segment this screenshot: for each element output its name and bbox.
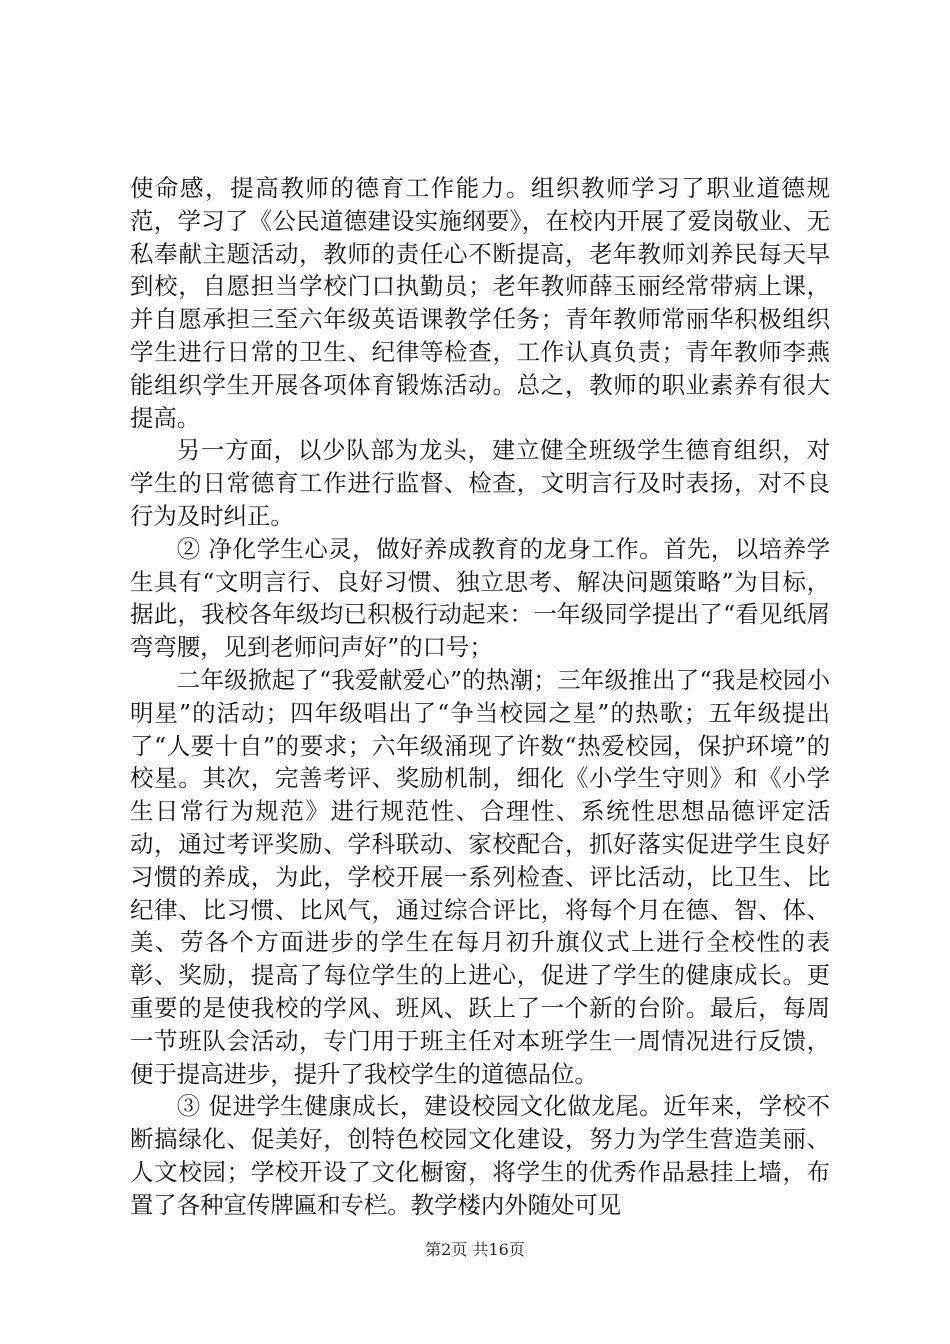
paragraph-2: 另一方面，以少队部为龙头，建立健全班级学生德育组织，对学生的日常德育工作进行监督、检查，文明言行及时表扬，对不良行为及时纠正。 [130,436,830,530]
paragraph-5: ③ 促进学生健康成长，建设校园文化做龙尾。近年来，学校不断搞绿化、促美好，创特色校园文化建设，努力为学生营造美丽、人文校园；学校开设了文化橱窗，将学生的优秀作品悬挂上墙，布置了各种宣传牌匾和专栏。教学楼内外随处可见 [130,1092,830,1219]
document-body [130,172,830,1222]
page-footer: 第2页 共16页 [425,1240,525,1259]
paragraph-3: ② 净化学生心灵，做好养成教育的龙身工作。首先，以培养学生具有“文明言行、良好习惯、独立思考、解决问题策略”为目标，据此，我校各年级均已积极行动起来：一年级同学提出了“看见纸屑弯弯腰，见到老师问声好”的口号； [130,534,830,662]
paragraph-4: 二年级掀起了“我爱献爱心”的热潮；三年级推出了“我是校园小明星”的活动；四年级唱出了“争当校园之星”的热歌；五年级提出了“人要十自”的要求；六年级涌现了许数“热爱校园，保护环境”的校星。其次，完善考评、奖励机制，细化《小学生守则》和《小学生日常行为规范》进行规范性、合理性、系统性思想品德评定活动，通过考评奖励、学科联动、家校配合，抓好落实促进学生良好习惯的养成，为此，学校开展一系列检查、评比活动，比卫生、比纪律、比习惯、比风气，通过综合评比，将每个月在德、智、体、美、劳各个方面进步的学生在每月初升旗仪式上进行全校性的表彰、奖励，提高了每位学生的上进心，促进了学生的健康成长。更重要的是使我校的学风、班风、跃上了一个新的台阶。最后，每周一节班队会活动，专门用于班主任对本班学生一周情况进行反馈，便于提高进步，提升了我校学生的道德品位。 [130,665,830,1088]
paragraph-1: 使命感，提高教师的德育工作能力。组织教师学习了职业道德规范，学习了《公民道德建设实施纲要》，在校内开展了爱岗敬业、无私奉献主题活动，教师的责任心不断提高，老年教师刘养民每天早到校，自愿担当学校门口执勤员；老年教师薛玉丽经常带病上课，并自愿承担三至六年级英语课教学任务；青年教师常丽华积极组织学生进行日常的卫生、纪律等检查，工作认真负责；青年教师李燕能组织学生开展各项体育锻炼活动。总之，教师的职业素养有很大提高。 [130,174,830,432]
